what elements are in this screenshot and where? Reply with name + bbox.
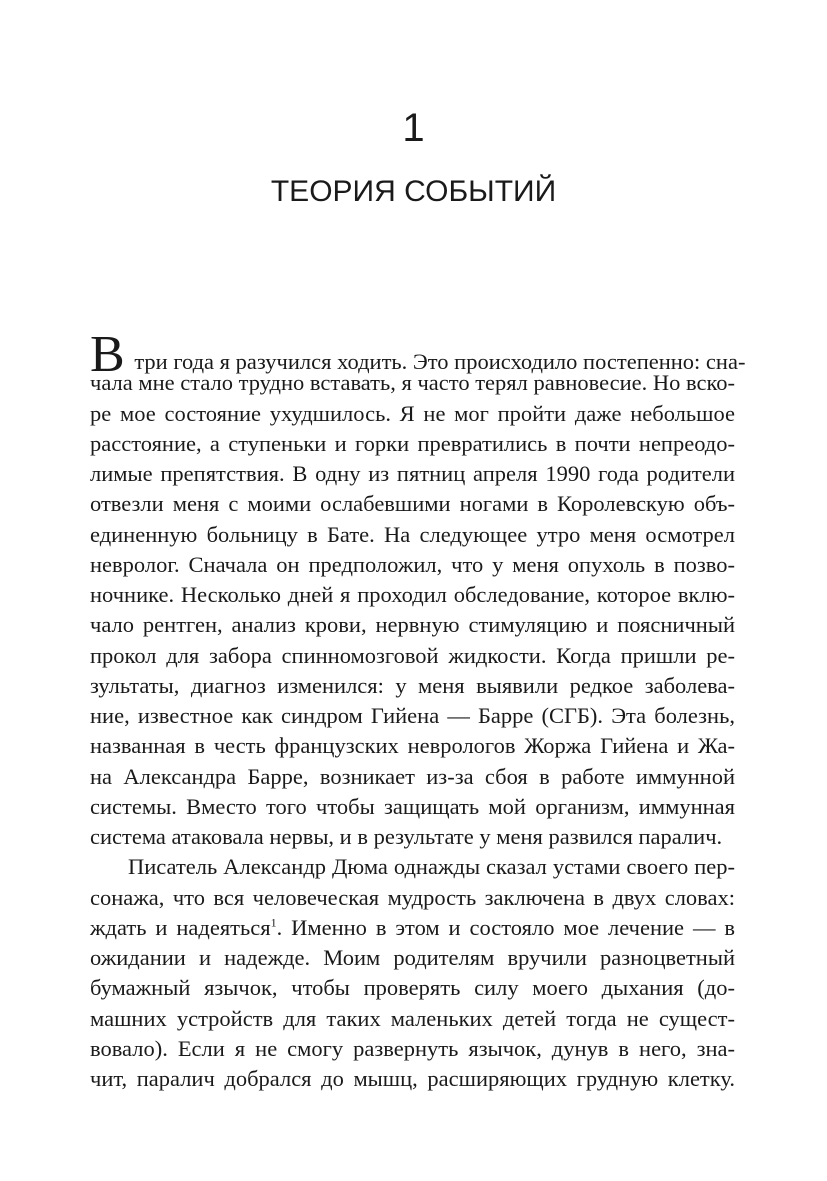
paragraph [90, 852, 735, 1094]
text-line: ночнике. Несколько дней я проходил обследование, которое вклю- [90, 582, 735, 607]
text-line: отвезли меня с моими ослабевшими ногами в Королевскую объ- [90, 491, 735, 517]
text-line: чит, паралич добрался до мышц, расширяющих грудную клетку. [90, 1066, 735, 1091]
text-line: ре мое состояние ухудшилось. Я не мог пройти даже небольшое [90, 400, 735, 426]
text-line: прокол для забора спинномозговой жидкости. Когда пришли ре- [90, 642, 735, 668]
text-line: вовало). Если я не смогу развернуть язычок, дунув в него, зна- [90, 1035, 735, 1061]
text-line: чало рентген, анализ крови, нервную стимуляцию и поясничный [90, 612, 735, 638]
text-line: лимые препятствия. В одну из пятниц апреля 1990 года родители [90, 461, 735, 486]
text-line: Писатель Александр Дюма однажды сказал устами своего пер- [128, 854, 735, 880]
text-line: сонажа, что вся человеческая мудрость заключена в двух словах: [90, 884, 735, 910]
text-line: ждать и надеяться$^1$. Именно в этом и состояло мое лечение — в [90, 914, 735, 940]
chapter-number: 1 [402, 106, 425, 150]
text-line: бумажный язычок, чтобы проверять силу моего дыхания (до- [90, 975, 735, 1001]
text-line: расстояние, а ступеньки и горки превратились в почти непреодо- [90, 430, 735, 456]
footnote-reference[interactable]: 1 [270, 915, 277, 930]
text-line: на Александра Барре, возникает из-за сбоя в работе иммунной [90, 763, 735, 789]
text-line: чала мне стало трудно вставать, я часто терял равновесие. Но вско- [90, 370, 736, 396]
text-line: невролог. Сначала он предположил, что у меня опухоль в позво- [90, 551, 735, 577]
text-line: система атаковала нервы, и в результате у меня развился паралич. [90, 824, 723, 849]
paragraph [90, 326, 746, 852]
text-line: единенную больницу в Бате. На следующее утро меня осмотрел [90, 521, 735, 547]
text-line: названная в честь французских неврологов Жоржа Гийена и Жа- [90, 733, 735, 759]
text-line: В три года я разучился ходить. Это происходило постепенно: сна- [90, 326, 746, 383]
text-line: машних устройств для таких маленьких детей тогда не сущест- [90, 1005, 735, 1031]
text-line: зультаты, диагноз изменился: у меня выявили редкое заболева- [90, 672, 735, 698]
text-line: системы. Вместо того чтобы защищать мой организм, иммунная [90, 793, 735, 819]
text-line: ожидании и надежде. Моим родителям вручили разноцветный [90, 945, 735, 970]
chapter-title: ТЕОРИЯ СОБЫТИЙ [270, 175, 557, 208]
text-line: ние, известное как синдром Гийена — Барре (СГБ). Эта болезнь, [90, 703, 735, 728]
drop-cap: В [90, 326, 125, 383]
body-text [90, 326, 746, 1094]
